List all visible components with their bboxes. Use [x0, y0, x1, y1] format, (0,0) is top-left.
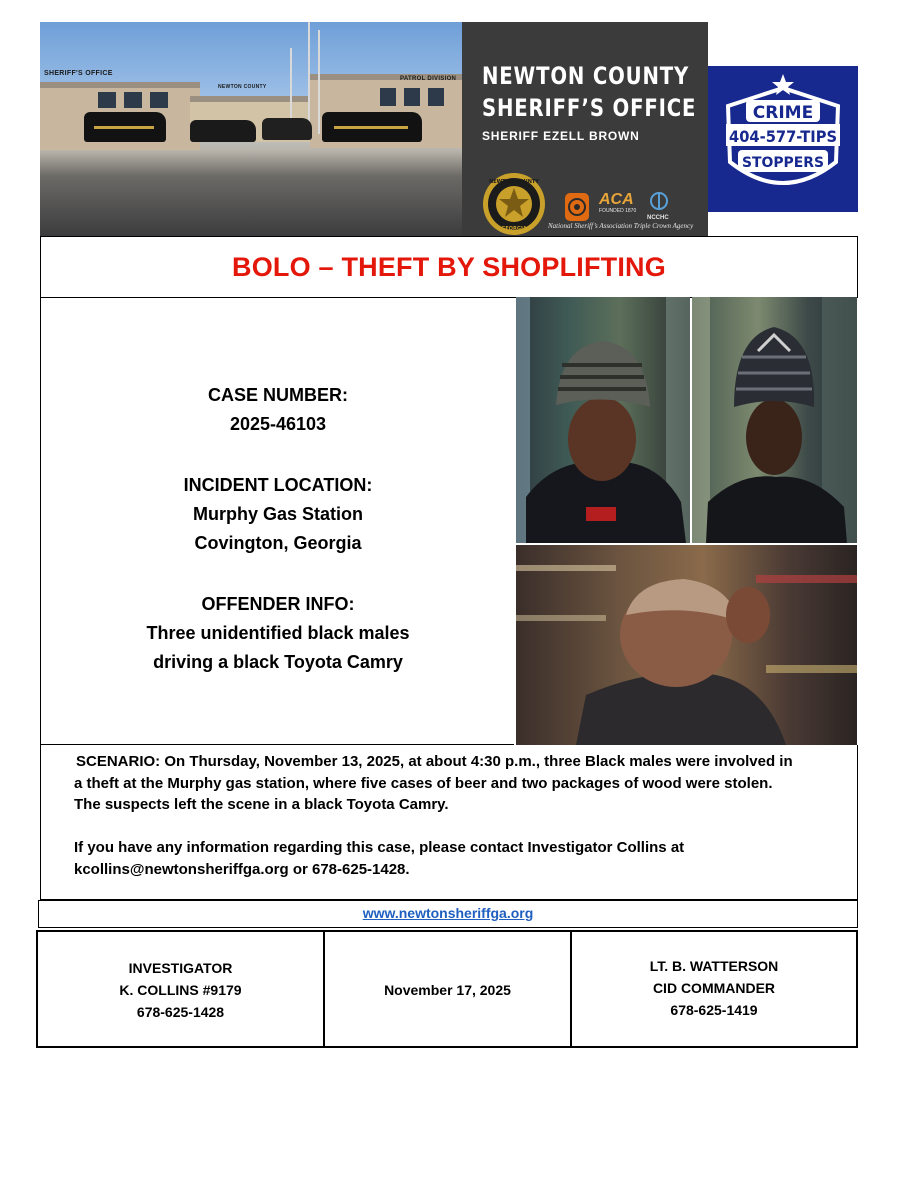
- suspect-photo-1: [516, 297, 690, 543]
- offender-info-line2: driving a black Toyota Camry: [153, 652, 403, 672]
- sign-sheriffs-office: SHERIFF'S OFFICE: [44, 70, 113, 77]
- bolo-banner: [40, 236, 858, 298]
- crime-stoppers-badge-icon: [708, 66, 858, 212]
- investigator-cell: [38, 932, 323, 1071]
- incident-location-city: Covington, Georgia: [194, 533, 362, 553]
- patrol-car: [190, 120, 256, 142]
- crime-stoppers-phone: 404-577-TIPS: [729, 127, 837, 146]
- patrol-motorcycles: [262, 118, 312, 140]
- investigator-phone: 678-625-1428: [136, 1004, 225, 1020]
- scenario-line-3: The suspects left the scene in a black Toyota Camry.: [74, 796, 449, 813]
- commander-title: CID COMMANDER: [652, 980, 776, 996]
- header-photo-sheriff-office-building: [40, 22, 462, 236]
- suspect-2-figure: [692, 297, 857, 543]
- agency-name-line1: NEWTON COUNTY: [482, 62, 690, 90]
- aca-logo: [599, 192, 636, 214]
- scenario-line-2: a theft at the Murphy gas station, where five cases of beer and two packages of wood were stolen.: [74, 775, 773, 792]
- suspect-1-figure: [516, 297, 690, 543]
- aca-founded: FOUNDED 1870: [599, 208, 637, 214]
- seal-text-top: NEWTON COUNTY: [489, 179, 539, 185]
- sheriff-seal-icon: [482, 172, 546, 236]
- crime-stoppers-panel: [708, 22, 858, 236]
- suspect-photo-3: [516, 545, 857, 745]
- truck-stripe: [334, 126, 408, 129]
- sign-county: NEWTON COUNTY: [218, 84, 267, 90]
- crime-word: CRIME: [752, 103, 814, 123]
- seal-text-bottom: GEORGIA: [501, 226, 527, 232]
- sign-patrol-division: PATROL DIVISION: [400, 76, 457, 82]
- sheriff-name: SHERIFF EZELL BROWN: [482, 129, 640, 143]
- incident-location-place: Murphy Gas Station: [192, 504, 363, 524]
- ncchc-icon: [647, 192, 671, 210]
- ncchc-label: NCCHC: [647, 215, 669, 221]
- window: [150, 92, 168, 108]
- investigator-name: K. COLLINS #9179: [119, 982, 242, 998]
- window: [404, 88, 420, 106]
- suspect-3-figure: [516, 545, 857, 745]
- stoppers-word: STOPPERS: [742, 155, 824, 171]
- flag-pole: [318, 30, 320, 134]
- incident-location-block: [41, 471, 515, 558]
- bulletin-date: November 17, 2025: [384, 982, 511, 998]
- commander-cell: [572, 932, 856, 1069]
- window: [380, 88, 396, 106]
- agency-name-line2: SHERIFF’S OFFICE: [482, 94, 697, 122]
- case-number-label: CASE NUMBER:: [207, 385, 348, 405]
- window: [98, 92, 116, 108]
- offender-info-label: OFFENDER INFO:: [201, 594, 355, 614]
- investigator-title: INVESTIGATOR: [128, 960, 233, 976]
- bolo-title: BOLO – THEFT BY SHOPLIFTING: [232, 251, 666, 282]
- nsa-badge-icon: [564, 192, 590, 222]
- offender-info-line1: Three unidentified black males: [146, 623, 410, 643]
- window: [428, 88, 444, 106]
- window: [124, 92, 142, 108]
- contact-table: [36, 930, 858, 1048]
- scenario-panel: [40, 745, 858, 900]
- incident-location-label: INCIDENT LOCATION:: [183, 475, 373, 495]
- triple-crown-text: National Sheriff’s Association Triple Crown Agency: [548, 222, 694, 230]
- truck-stripe: [94, 126, 154, 129]
- aca-label: ACA: [599, 191, 634, 208]
- crime-stoppers-background: [708, 66, 858, 212]
- flag-pole: [308, 22, 310, 134]
- scenario-line-1: SCENARIO: On Thursday, November 13, 2025, at about 4:30 p.m., three Black males were involved in: [76, 753, 793, 770]
- contact-instruction-line-1: If you have any information regarding this case, please contact Investigator Collins at: [74, 839, 685, 856]
- contact-instruction-line-2: kcollins@newtonsheriffga.org or 678-625-1428.: [74, 861, 410, 878]
- commander-phone: 678-625-1419: [670, 1002, 758, 1018]
- date-cell: [325, 932, 570, 1093]
- commander-name: LT. B. WATTERSON: [649, 958, 779, 974]
- case-info-panel: [40, 298, 514, 745]
- case-number-block: [41, 381, 515, 439]
- suspect-photo-2: [692, 297, 857, 543]
- website-link[interactable]: www.newtonsheriffga.org: [362, 905, 534, 921]
- website-bar: [38, 900, 858, 928]
- agency-header: [462, 22, 708, 236]
- offender-info-block: [41, 590, 515, 677]
- ncchc-logo: [647, 192, 671, 221]
- case-number-value: 2025-46103: [229, 414, 327, 434]
